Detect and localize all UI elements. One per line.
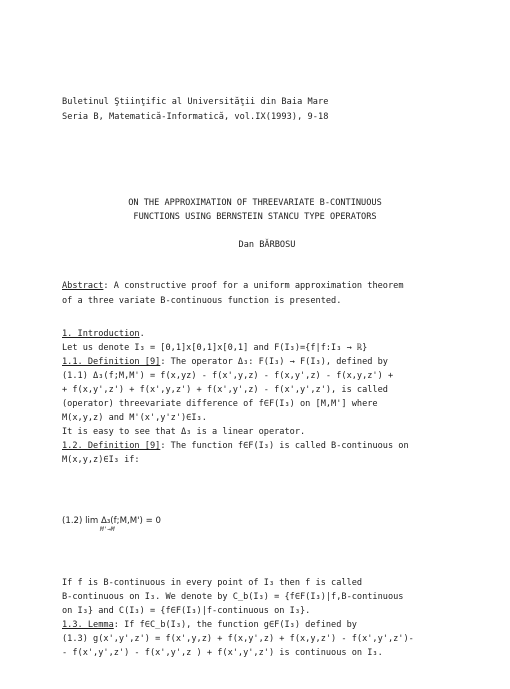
equation-1-3-line-2: - f(x',y',z') - f(x',y',z ) + f(x',y',z') is continuous on I₃.	[62, 648, 383, 658]
section-heading-period: .	[139, 329, 145, 339]
abstract-line-1	[62, 281, 404, 292]
journal-header-line-2: Seria B, Matematică-Informatică, vol.IX(1993), 9-18	[62, 112, 329, 122]
author-name: Dan BĂRBOSU	[238, 240, 296, 250]
lemma-line	[62, 620, 357, 631]
section-heading-text: 1. Introduction	[62, 329, 140, 339]
paper-title-line-2: FUNCTIONS USING BERNSTEIN STANCU TYPE OPERATORS	[133, 212, 377, 222]
body-line-difference: (operator) threevariate difference of f∈F(I₃) on [M,M'] where	[62, 399, 378, 409]
section-heading	[62, 329, 145, 340]
equation-1-3-line-1: (1.3) g(x',y',z') = f(x',y,z) + f(x,y',z) + f(x,y,z') - f(x',y',z')-	[62, 634, 414, 644]
definition-2-text: : The function f∈F(I₃) is called B-continuous on	[160, 441, 409, 451]
body-line-points: M(x,y,z) and M'(x',y'z')∈I₃.	[62, 413, 207, 423]
abstract-line-2: of a three variate B-continuous function is presented.	[62, 296, 342, 306]
body-line-c-definition: on I₃} and C(I₃) = {f∈F(I₃)|f-continuous on I₃}.	[62, 606, 311, 616]
definition-1-label: 1.1. Definition [9]	[62, 357, 161, 367]
body-line-cb-definition: B-continuous on I₃. We denote by C_b(I₃) = {f∈F(I₃)|f,B-continuous	[62, 592, 404, 602]
lemma-text: : If f∈C_b(I₃), the function g∈F(I₃) defined by	[113, 620, 357, 630]
body-line-point-condition: M(x,y,z)∈I₃ if:	[62, 455, 140, 465]
abstract-text-1: : A constructive proof for a uniform approximation theorem	[103, 281, 404, 291]
body-line-everywhere: If f is B-continuous in every point of I₃ then f is called	[62, 578, 363, 588]
abstract-label: Abstract	[62, 281, 104, 291]
equation-1-2	[62, 516, 161, 533]
lemma-label: 1.3. Lemma	[62, 620, 114, 630]
paper-title-line-1: ON THE APPROXIMATION OF THREEVARIATE B-CONTINUOUS	[128, 198, 382, 208]
definition-1-line	[62, 357, 388, 368]
body-line-linear: It is easy to see that Δ₃ is a linear operator.	[62, 427, 306, 437]
equation-1-1-line-2: + f(x,y',z') + f(x',y,z') + f(x',y',z) - f(x',y',z'), is called	[62, 385, 388, 395]
equation-1-2-main: (1.2) lim Δ₃(f;M,M') = 0	[62, 516, 161, 526]
equation-1-2-limit-subscript: M'→M	[100, 526, 115, 533]
definition-2-label: 1.2. Definition [9]	[62, 441, 161, 451]
definition-1-text: : The operator Δ₃: F(I₃) → F(I₃), defined by	[160, 357, 388, 367]
body-line-denote: Let us denote I₃ = [0,1]x[0,1]x[0,1] and F(I₃)={f|f:I₃ → ℝ}	[62, 343, 368, 353]
equation-1-1-line-1: (1.1) Δ₃(f;M,M') = f(x,yz) - f(x',y,z) - f(x,y',z) - f(x,y,z') +	[62, 371, 394, 381]
journal-header-line-1: Buletinul Ştiinţific al Universităţii din Baia Mare	[62, 97, 329, 107]
definition-2-line	[62, 441, 409, 452]
